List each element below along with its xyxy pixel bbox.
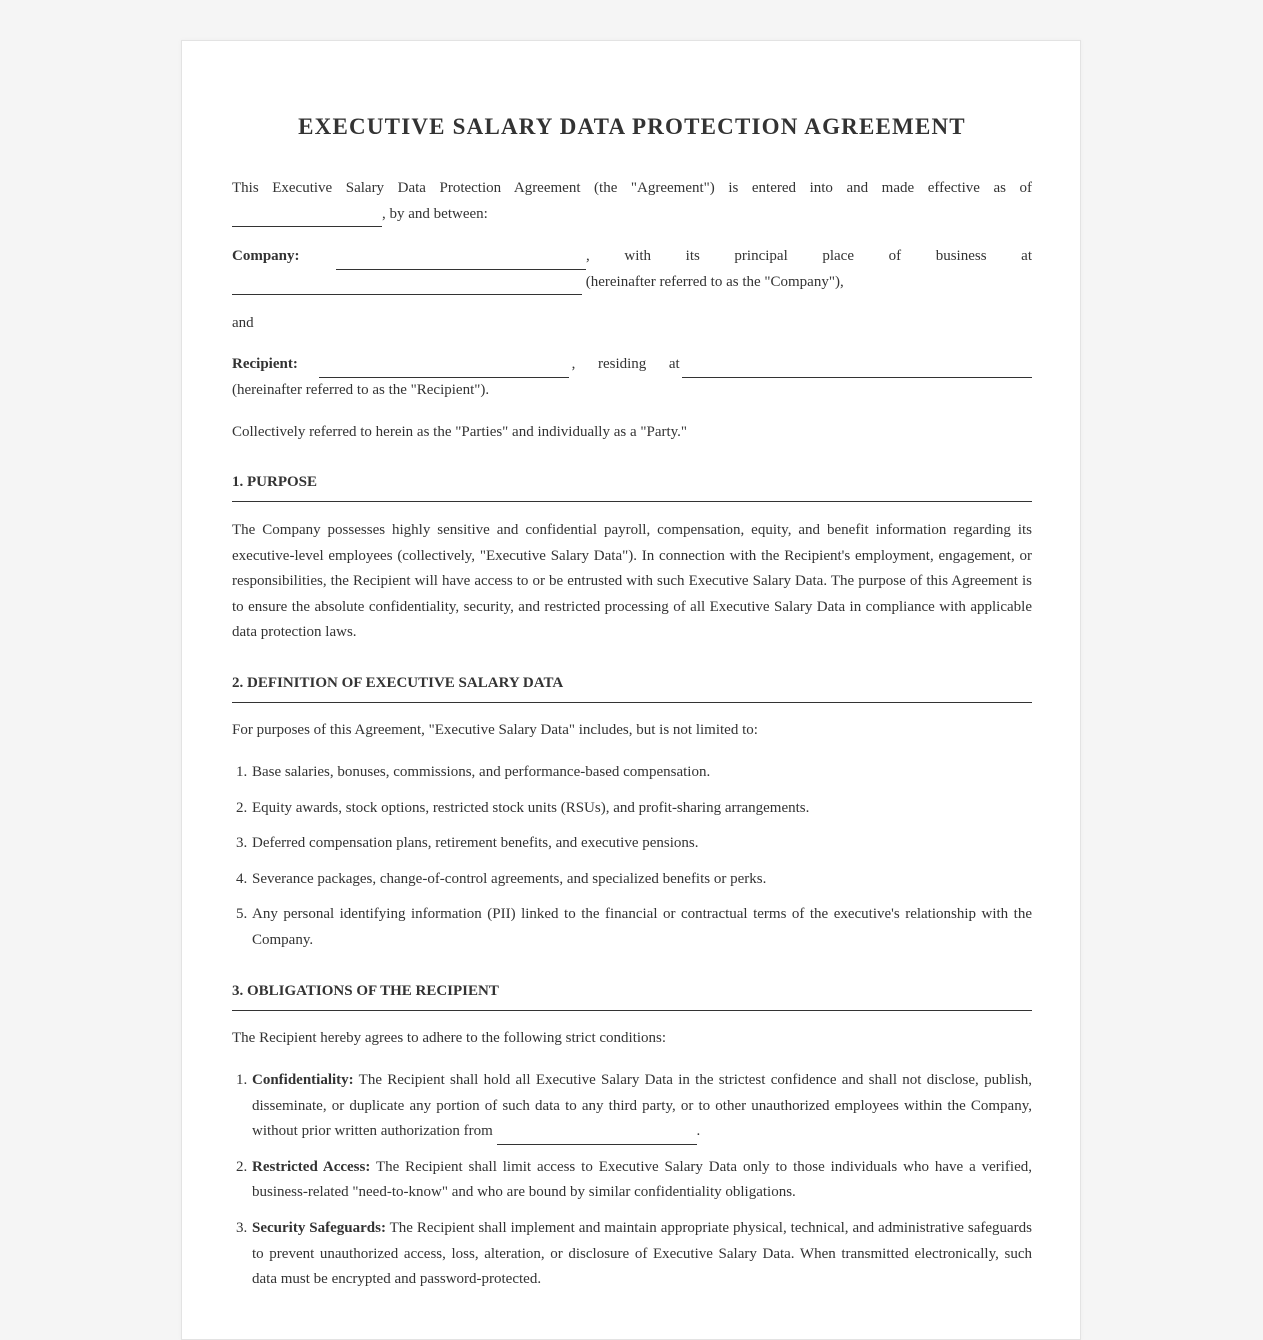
list-item-text: Deferred compensation plans, retirement benefits, and executive pensions. bbox=[252, 835, 699, 852]
obligations-list bbox=[232, 1068, 1032, 1303]
intro-text-after: , by and between: bbox=[382, 205, 488, 222]
list-item-text: Any personal identifying information (PII) linked to the financial or contractual terms of the executive's relationship with the Company. bbox=[252, 906, 1032, 948]
recipient-text-mid: , residing at bbox=[571, 356, 680, 372]
section-heading-obligations: 3. OBLIGATIONS OF THE RECIPIENT bbox=[232, 981, 1032, 1011]
company-text-mid: , with its principal place of business at bbox=[586, 248, 1032, 264]
section-heading-purpose: 1. PURPOSE bbox=[232, 472, 1032, 502]
recipient-paragraph bbox=[232, 352, 1032, 403]
document-title: EXECUTIVE SALARY DATA PROTECTION AGREEMENT bbox=[298, 114, 966, 139]
obligations-intro: The Recipient hereby agrees to adhere to the following strict conditions: bbox=[232, 1030, 667, 1046]
company-name-field[interactable] bbox=[336, 251, 586, 270]
list-item-term: Confidentiality: bbox=[252, 1072, 354, 1088]
recipient-name-field[interactable] bbox=[319, 359, 569, 378]
recipient-label: Recipient: bbox=[232, 356, 298, 372]
list-item-term: Restricted Access: bbox=[252, 1158, 371, 1175]
document-page bbox=[181, 40, 1081, 1340]
section-heading-definition: 2. DEFINITION OF EXECUTIVE SALARY DATA bbox=[232, 673, 1032, 703]
list-item-text: The Recipient shall hold all Executive Salary Data in the strictest confidence and shall not disclose, publish, disseminate, or duplicate any portion of such data to any third party, or to other unauthorized employees within the Company, without prior written authorization from bbox=[252, 1072, 1032, 1140]
list-item-term: Security Safeguards: bbox=[252, 1219, 386, 1236]
list-item: 3. Deferred compensation plans, retirement benefits, and executive pensions. bbox=[236, 835, 699, 852]
recipient-address-field[interactable] bbox=[682, 359, 1032, 378]
list-item: 4. Severance packages, change-of-control agreements, and specialized benefits or perks. bbox=[236, 870, 767, 887]
definition-list bbox=[232, 760, 1032, 964]
purpose-body: The Company possesses highly sensitive and confidential payroll, compensation, equity, and benefit information regarding its executive-level employees (collectively, "Executive Salary Data"). In connection with the Recipient's employment, engagement, or responsibilities, the Recipient will have access to or be entrusted with such Executive Salary Data. The purpose of this Agreement is to ensure the absolute confidentiality, security, and restricted processing of all Executive Salary Data in compliance with applicable data protection laws. bbox=[232, 522, 1032, 641]
list-item-text: Equity awards, stock options, restricted stock units (RSUs), and profit-sharing arrangements. bbox=[252, 799, 810, 816]
recipient-line bbox=[232, 352, 1032, 378]
intro-text: This Executive Salary Data Protection Agreement (the "Agreement") is entered into and made effective as of bbox=[232, 180, 1032, 196]
collectively-text: Collectively referred to herein as the "Parties" and individually as a "Party." bbox=[232, 424, 688, 440]
list-item: 5. Any personal identifying information (PII) linked to the financial or contractual terms of the executive's relationship with the Company. bbox=[236, 906, 1032, 948]
list-item: 1. Base salaries, bonuses, commissions, and performance-based compensation. bbox=[236, 764, 711, 780]
intro-line bbox=[232, 176, 1032, 202]
intro-paragraph bbox=[232, 176, 1032, 227]
recipient-text-end: (hereinafter referred to as the "Recipient"). bbox=[232, 381, 490, 398]
list-item-text: The Recipient shall implement and maintain appropriate physical, technical, and administrative safeguards to prevent unauthorized access, loss, alteration, or disclosure of Executive Salary Data. When transmitted electronically, such data must be encrypted and password-protected. bbox=[252, 1219, 1032, 1288]
list-item: 2. Equity awards, stock options, restricted stock units (RSUs), and profit-sharing arrangements. bbox=[236, 799, 810, 816]
list-item: 3. Security Safeguards: The Recipient shall implement and maintain appropriate physical, technical, and administrative safeguards to prevent unauthorized access, loss, alteration, or disclosure of Executive Salary Data. When transmitted electronically, such data must be encrypted and password-protected. bbox=[236, 1219, 1032, 1288]
company-address-field[interactable] bbox=[232, 276, 582, 295]
company-label: Company: bbox=[232, 248, 300, 264]
authorizer-field[interactable] bbox=[497, 1126, 697, 1145]
and-text: and bbox=[232, 315, 254, 331]
company-line bbox=[232, 244, 1032, 270]
company-paragraph bbox=[232, 244, 1032, 295]
list-item-text-end: . bbox=[696, 1123, 701, 1140]
definition-intro: For purposes of this Agreement, "Executive Salary Data" includes, but is not limited to: bbox=[232, 722, 758, 738]
list-item: 2. Restricted Access: The Recipient shall limit access to Executive Salary Data only to those individuals who have a verified, business-related "need-to-know" and who are bound by similar confidentiality obligations. bbox=[236, 1158, 1033, 1201]
effective-date-field[interactable] bbox=[232, 208, 382, 227]
company-text-end: (hereinafter referred to as the "Company"), bbox=[585, 273, 844, 290]
list-item: 1. Confidentiality: The Recipient shall hold all Executive Salary Data in the strictest confidence and shall not disclose, publish, disseminate, or duplicate any portion of such data to any third party, or to other unauthorized employees within the Company, without prior written authorization from . bbox=[232, 1068, 1032, 1145]
list-item-text: Severance packages, change-of-control agreements, and specialized benefits or perks. bbox=[252, 870, 767, 887]
list-item-text: The Recipient shall limit access to Executive Salary Data only to those individuals who have a verified, business-related "need-to-know" and who are bound by similar confidentiality obligations. bbox=[252, 1158, 1033, 1201]
list-item-text: Base salaries, bonuses, commissions, and performance-based compensation. bbox=[252, 764, 711, 780]
